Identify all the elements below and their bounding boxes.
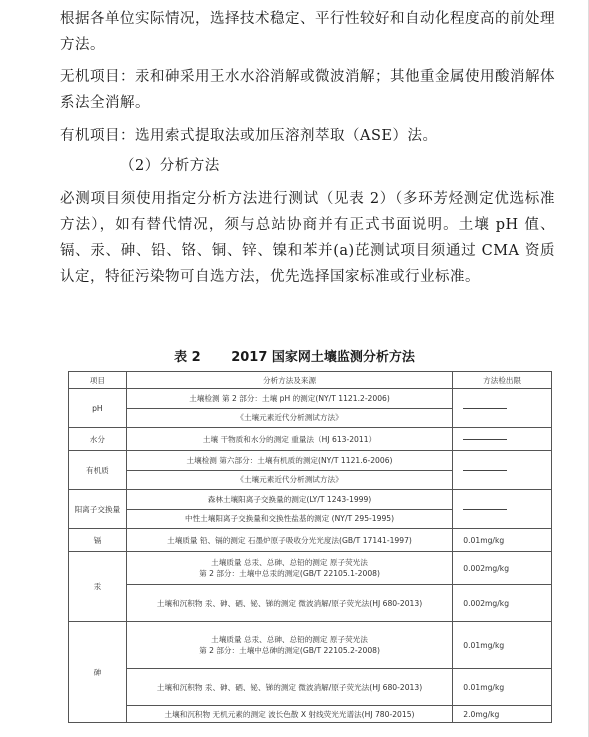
cell-limit-water [453,428,552,451]
cell-method-water: 土壤 干物质和水分的测定 重量法（HJ 613-2011） [126,428,453,451]
dash-mark [463,470,507,471]
cell-method-hg-2: 土壤和沉积物 汞、砷、硒、铋、锑的测定 微波消解/原子荧光法(HJ 680-2013) [126,585,453,622]
table-caption-title: 2017 国家网土壤监测分析方法 [231,350,415,365]
paragraph-analysis-methods: 必测项目须使用指定分析方法进行测试（见表 2）（多环芳烃测定优选标准方法），如有替代情况，须与总站协商并有正式书面说明。土壤 pH 值、镉、汞、砷、铅、铬、铜、锌、镍和苯并(a)芘测试项目须通过 CMA 资质认定，特征污染物可自选方法，优先选择国家标准或行业标准。 [60,191,555,285]
cell-method-as-1-line-b: 第 2 部分：土壤中总砷的测定(GB/T 22105.2-2008) [199,646,380,655]
table-row [69,490,552,510]
cell-method-hg-1-line-b: 第 2 部分：土壤中总汞的测定(GB/T 22105.1-2008) [199,569,380,578]
table-caption [0,346,589,365]
cell-method-as-2: 土壤和沉积物 汞、砷、硒、铋、锑的测定 微波消解/原子荧光法(HJ 680-2013) [126,669,453,706]
cell-method-as-1-line-a: 土壤质量 总汞、总砷、总铅的测定 原子荧光法 [211,635,368,644]
cell-method-hg-1 [126,552,453,585]
paragraph-inorganic: 无机项目：汞和砷采用王水水浴消解或微波消解；其他重金属使用酸消解体系法全消解。 [60,69,555,111]
cell-method-organic-2: 《土壤元素近代分析测试方法》 [126,470,453,490]
cell-limit-cec [453,490,552,529]
cell-limit-organic [453,451,552,490]
table-row [69,428,552,451]
section-heading: （2）分析方法 [120,158,220,174]
cell-method-as-1 [126,622,453,669]
paragraph-organic: 有机项目：选用索式提取法或加压溶剂萃取（ASE）法。 [60,128,438,144]
cell-limit-as-3: 2.0mg/kg [453,706,552,723]
table-row [69,529,552,552]
cell-project-as: 砷 [69,622,127,723]
cell-limit-cd: 0.01mg/kg [453,529,552,552]
table-row [69,585,552,622]
cell-limit-ph [453,389,552,428]
cell-method-cec-1: 森林土壤阳离子交换量的测定(LY/T 1243-1999) [126,490,453,510]
cell-method-cec-2: 中性土壤阳离子交换量和交换性盐基的测定 (NY/T 295-1995) [126,509,453,529]
cell-project-water: 水分 [69,428,127,451]
table-row [69,669,552,706]
table-row [69,622,552,669]
paragraph-pretreatment: 根据各单位实际情况，选择技术稳定、平行性较好和自动化程度高的前处理方法。 [60,11,555,53]
cell-limit-as-1: 0.01mg/kg [453,622,552,669]
table-header-row [69,372,552,389]
table-row [69,552,552,585]
header-method: 分析方法及来源 [126,372,453,389]
table-row [69,706,552,723]
cell-limit-as-2: 0.01mg/kg [453,669,552,706]
table-row [69,389,552,409]
cell-project-cd: 镉 [69,529,127,552]
cell-method-ph-1: 土壤检测 第 2 部分：土壤 pH 的测定(NY/T 1121.2-2006) [126,389,453,409]
cell-limit-hg-1: 0.002mg/kg [453,552,552,585]
cell-method-organic-1: 土壤检测 第六部分：土壤有机质的测定(NY/T 1121.6-2006) [126,451,453,471]
cell-project-hg: 汞 [69,552,127,622]
cell-project-cec: 阳离子交换量 [69,490,127,529]
cell-project-organic: 有机质 [69,451,127,490]
dash-mark [463,439,507,440]
cell-project-ph: pH [69,389,127,428]
dash-mark [463,408,507,409]
cell-method-as-3: 土壤和沉积物 无机元素的测定 波长色散 X 射线荧光光谱法(HJ 780-2015) [126,706,453,723]
table-caption-number: 表 2 [174,350,201,365]
header-limit: 方法检出限 [453,372,552,389]
cell-method-cd: 土壤质量 铅、镉的测定 石墨炉原子吸收分光光度法(GB/T 17141-1997) [126,529,453,552]
cell-limit-hg-2: 0.002mg/kg [453,585,552,622]
dash-mark [463,509,507,510]
methods-table [68,371,552,723]
cell-method-ph-2: 《土壤元素近代分析测试方法》 [126,408,453,428]
cell-method-hg-1-line-a: 土壤质量 总汞、总砷、总铅的测定 原子荧光法 [211,558,368,567]
table-row [69,451,552,471]
header-project: 项目 [69,372,127,389]
